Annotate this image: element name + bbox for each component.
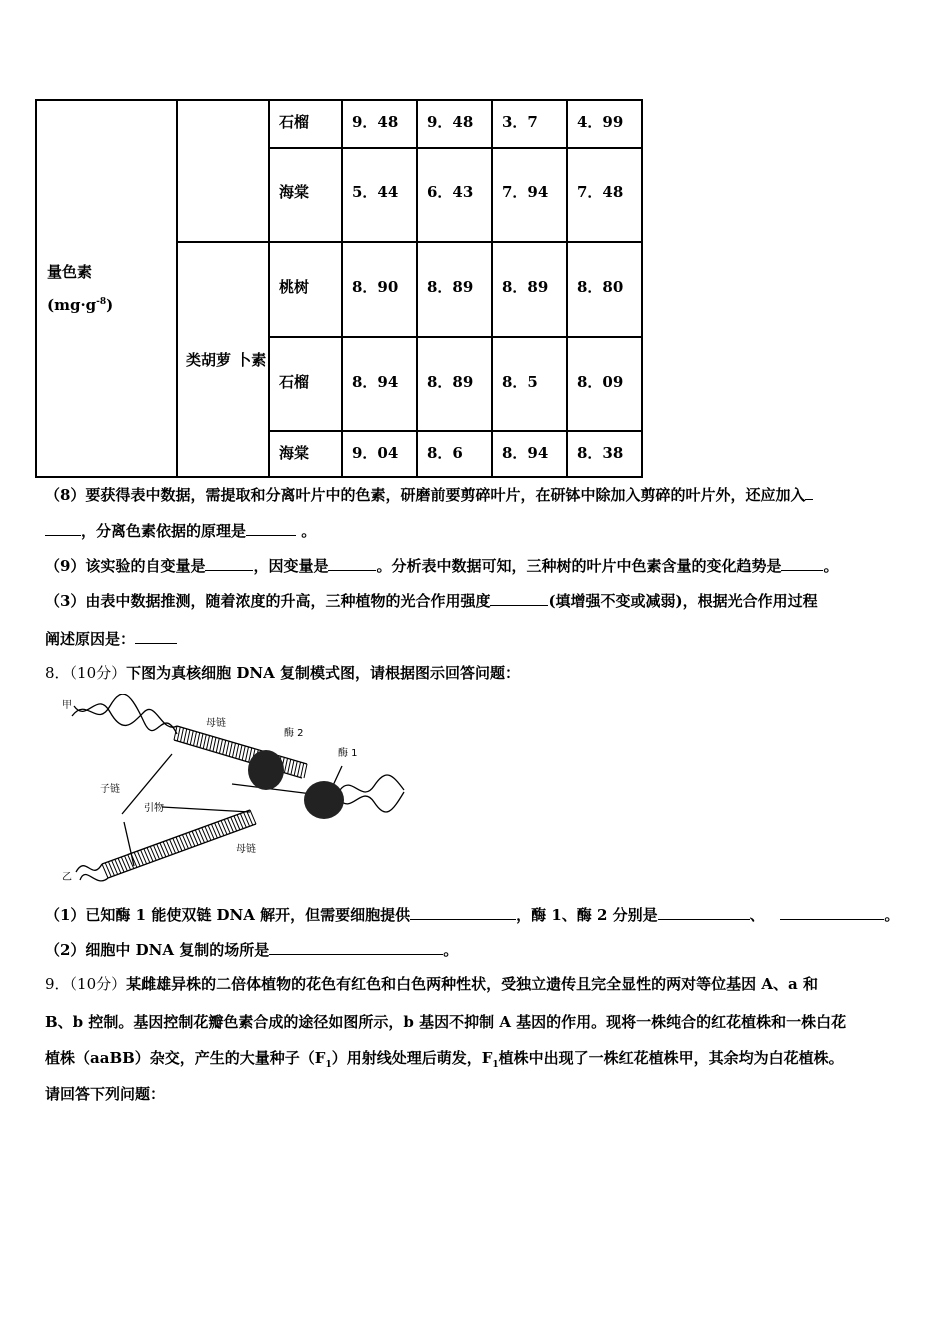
table-row [36, 100, 642, 148]
answer-blank[interactable] [410, 905, 516, 920]
dna-rung [210, 736, 213, 750]
row-group-label-cell [36, 100, 177, 477]
unit-superscript: -8 [96, 297, 107, 307]
q8-sub2: （2）细胞中 DNA 复制的场所是 。 [45, 941, 459, 959]
value-cell: 5．44 [342, 148, 417, 242]
dna-rung [304, 764, 307, 778]
pigment-table [35, 99, 643, 478]
q8-sub1: （1）已知酶 1 能使双链 DNA 解开，但需要细胞提供 ，酶 1、酶 2 分别是 、 。 [45, 906, 900, 924]
q9-line2: B、b 控制。基因控制花瓣色素合成的途径如图所示，b 基因不抑制 A 基因的作用。现将一株纯合的红花植株和一株白花 [45, 1013, 847, 1031]
label-enzyme2: 酶 2 [284, 728, 304, 739]
dna-replication-diagram [62, 694, 412, 886]
dna-rung [200, 734, 203, 748]
value-cell: 9．48 [417, 100, 492, 148]
dna-rung [226, 741, 229, 755]
value-cell: 8．94 [492, 431, 567, 477]
enzyme-2-shape [248, 750, 284, 790]
dna-rung [242, 746, 245, 760]
dna-rung [291, 760, 294, 774]
dna-rung [236, 744, 239, 758]
value-cell: 7．48 [567, 148, 642, 242]
dna-rung [187, 730, 190, 744]
value-cell: 8．09 [567, 337, 642, 431]
value-cell: 9．48 [342, 100, 417, 148]
dna-rung [194, 732, 197, 746]
dna-rung [233, 743, 236, 757]
dna-rung [229, 742, 232, 756]
label-parent-bottom: 母链 [236, 844, 256, 855]
dna-rung [223, 740, 226, 754]
value-cell: 7．94 [492, 148, 567, 242]
plant-cell: 石榴 [269, 337, 342, 431]
dna-rung [285, 758, 288, 772]
answer-blank[interactable] [490, 591, 548, 606]
dna-rung [216, 738, 219, 752]
answer-blank[interactable] [45, 521, 81, 536]
label-daughter: 子链 [100, 784, 120, 795]
dna-rung [207, 736, 210, 750]
answer-blank[interactable] [135, 629, 177, 644]
dna-rung [298, 762, 301, 776]
dna-rung [246, 747, 249, 761]
label-jia: 甲 [62, 700, 72, 711]
answer-blank[interactable] [205, 556, 253, 571]
q9-line3: 植株（aaBB）杂交，产生的大量种子$(F_1)$用射线处理后萌发，$F_1$植株中出现了一株红花植株甲，其余均为白花植株。 [45, 1049, 844, 1070]
q3-part-line1: （3）由表中数据推测，随着浓度的升高，三种植物的光合作用强度 (填增强不变或减弱)，根据光合作用过程 [45, 592, 818, 610]
label-primer: 引物 [144, 803, 164, 814]
dna-rung [197, 733, 200, 747]
plant-cell: 海棠 [269, 431, 342, 477]
dna-rung [213, 737, 216, 751]
dna-rung [203, 735, 206, 749]
plant-cell: 海棠 [269, 148, 342, 242]
q3-part-line2: 阐述原因是： [45, 628, 177, 649]
answer-blank[interactable] [658, 905, 750, 920]
answer-blank[interactable] [328, 556, 376, 571]
plant-cell: 石榴 [269, 100, 342, 148]
value-cell: 8．89 [417, 242, 492, 337]
value-cell: 8．38 [567, 431, 642, 477]
q8-part-line1: （8）要获得表中数据，需提取和分离叶片中的色素，研磨前要剪碎叶片，在研钵中除加入剪碎的叶片外，还应加入 [45, 484, 813, 505]
dna-rung [239, 745, 242, 759]
q9-part-line: （9）该实验的自变量是 ，因变量是 。分析表中数据可知，三种树的叶片中色素含量的变化趋势是 。 [45, 557, 839, 575]
dna-rung [301, 763, 304, 777]
q9-line1: 9．（10分）某雌雄异株的二倍体植物的花色有红色和白色两种性状，受独立遗传且完全显性的两对等位基因 A、a 和 [45, 975, 818, 993]
value-cell: 4．99 [567, 100, 642, 148]
q9-line4: 请回答下列问题： [45, 1085, 166, 1103]
value-cell: 8．90 [342, 242, 417, 337]
value-cell: 8．6 [417, 431, 492, 477]
value-cell: 9．04 [342, 431, 417, 477]
enzyme-1-shape [304, 781, 344, 819]
row-group-unit: $(mg\cdot g^{-8})$ [47, 296, 114, 314]
dna-rung [184, 729, 187, 743]
plant-cell: 桃树 [269, 242, 342, 337]
value-cell: 8．80 [567, 242, 642, 337]
answer-blank[interactable] [780, 905, 884, 920]
value-cell: 8．89 [492, 242, 567, 337]
label-enzyme1: 酶 1 [338, 748, 358, 759]
dna-rung [220, 739, 223, 753]
answer-blank[interactable] [246, 521, 296, 536]
dna-rung [288, 759, 291, 773]
value-cell: 6．43 [417, 148, 492, 242]
dna-rung [177, 727, 180, 741]
value-cell: 3．7 [492, 100, 567, 148]
value-cell: 8．89 [417, 337, 492, 431]
subgroup-empty-cell [177, 100, 269, 242]
label-parent-top: 母链 [206, 718, 226, 729]
dna-rung [190, 731, 193, 745]
value-cell: 8．94 [342, 337, 417, 431]
answer-blank[interactable] [269, 940, 443, 955]
value-cell: 8．5 [492, 337, 567, 431]
dna-rung [181, 728, 184, 742]
q8-part-line2: ，分离色素依据的原理是 。 [45, 520, 316, 541]
label-yi: 乙 [62, 872, 72, 883]
answer-blank[interactable] [781, 556, 823, 571]
q8-heading: 8．（10分）下图为真核细胞 DNA 复制模式图，请根据图示回答问题： [45, 664, 520, 682]
subgroup-label: 类胡萝 卜素 [177, 242, 269, 477]
row-group-label: 量色素 [47, 263, 93, 281]
dna-rung [294, 761, 297, 775]
